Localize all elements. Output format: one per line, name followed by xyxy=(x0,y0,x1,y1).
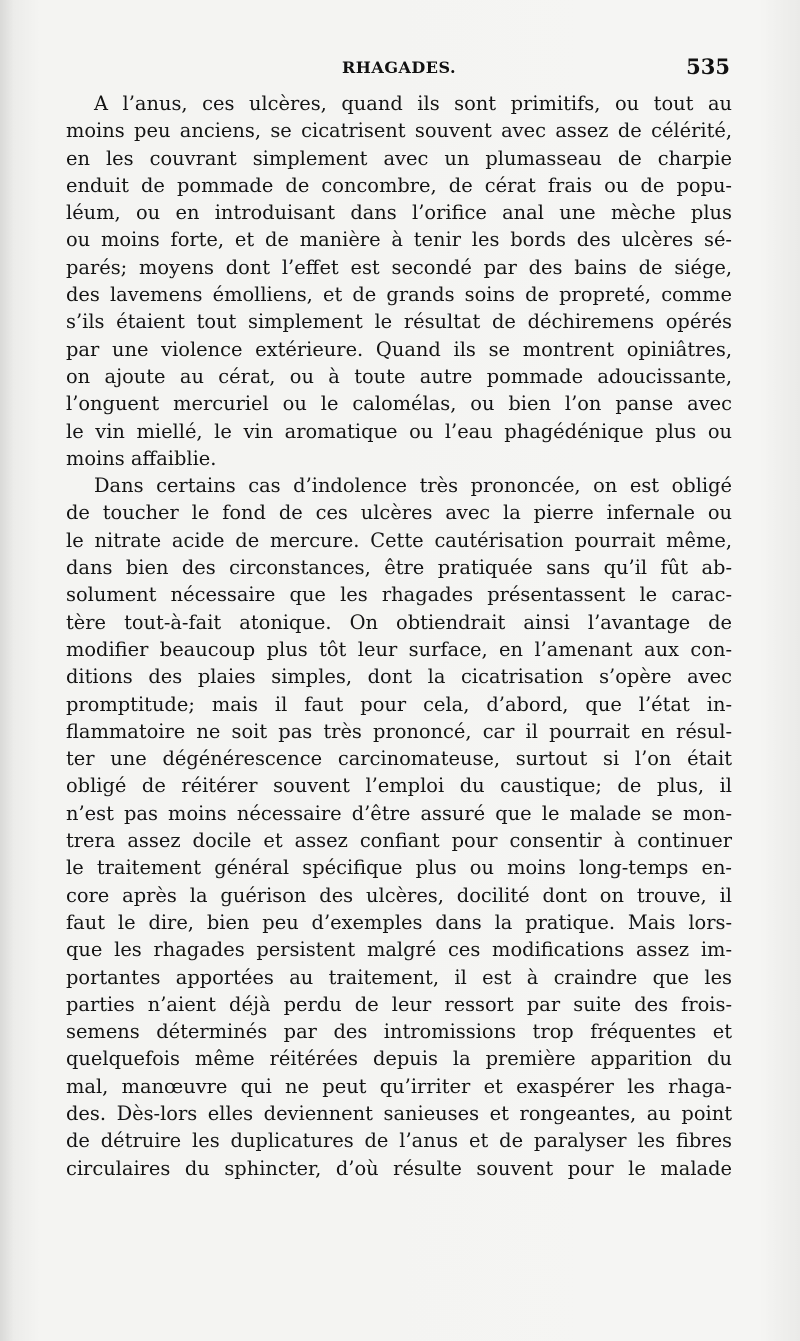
text-line: le traitement général spécifique plus ou moins long-temps en- xyxy=(66,856,732,880)
text-line: léum, ou en introduisant dans l’orifice anal une mèche plus xyxy=(66,201,732,225)
text-line: promptitude; mais il faut pour cela, d’abord, que l’état in- xyxy=(66,692,732,716)
text-line: A l’anus, ces ulcères, quand ils sont primitifs, ou tout au xyxy=(94,92,732,115)
text-line: portantes apportées au traitement, il est à craindre que les xyxy=(66,965,732,989)
text-line: moins affaiblie. xyxy=(66,446,217,470)
paragraph-1 xyxy=(66,90,732,472)
text-line: faut le dire, bien peu d’exemples dans la pratique. Mais lors- xyxy=(66,910,732,934)
paragraph-2 xyxy=(66,472,732,1182)
text-line: core après la guérison des ulcères, docilité dont on trouve, il xyxy=(66,883,732,907)
text-line: enduit de pommade de concombre, de cérat frais ou de popu- xyxy=(66,173,732,197)
text-line: solument nécessaire que les rhagades présentassent le carac- xyxy=(66,583,732,607)
page-number: 535 xyxy=(686,54,730,79)
text-line: ou moins forte, et de manière à tenir les bords des ulcères sé- xyxy=(66,228,732,252)
text-line: en les couvrant simplement avec un plumasseau de charpie xyxy=(66,146,732,170)
page-header xyxy=(66,52,732,84)
text-line: on ajoute au cérat, ou à toute autre pommade adoucissante, xyxy=(66,364,732,388)
running-title: RHAGADES. xyxy=(341,58,457,77)
text-line: semens déterminés par des intromissions trop fréquentes et xyxy=(66,1020,732,1044)
text-line: modifier beaucoup plus tôt leur surface, en l’amenant aux con- xyxy=(66,637,732,661)
text-line: circulaires du sphincter, d’où résulte souvent pour le malade xyxy=(66,1156,732,1180)
text-line: ter une dégénérescence carcinomateuse, surtout si l’on était xyxy=(66,747,732,771)
text-line: le vin miellé, le vin aromatique ou l’eau phagédénique plus ou xyxy=(66,419,732,443)
text-line: des lavemens émolliens, et de grands soins de propreté, comme xyxy=(66,283,732,307)
text-line: parties n’aient déjà perdu de leur ressort par suite des frois- xyxy=(66,992,732,1016)
text-line: trera assez docile et assez confiant pour consentir à continuer xyxy=(66,829,732,853)
text-line: quelquefois même réitérées depuis la première apparition du xyxy=(66,1047,732,1071)
text-line: que les rhagades persistent malgré ces modifications assez im- xyxy=(66,938,732,962)
text-line: parés; moyens dont l’effet est secondé par des bains de siége, xyxy=(66,255,732,279)
text-line: mal, manœuvre qui ne peut qu’irriter et exaspérer les rhaga- xyxy=(66,1074,732,1098)
text-line: des. Dès-lors elles deviennent sanieuses et rongeantes, au point xyxy=(66,1101,732,1125)
text-line: moins peu anciens, se cicatrisent souvent avec assez de célérité, xyxy=(66,119,732,143)
text-line: par une violence extérieure. Quand ils se montrent opiniâtres, xyxy=(66,337,732,361)
text-line: l’onguent mercuriel ou le calomélas, ou bien l’on panse avec xyxy=(66,392,732,416)
text-line: dans bien des circonstances, être pratiquée sans qu’il fût ab- xyxy=(66,556,732,580)
text-line: ditions des plaies simples, dont la cicatrisation s’opère avec xyxy=(66,665,732,689)
text-line: flammatoire ne soit pas très prononcé, car il pourrait en résul- xyxy=(66,719,732,743)
text-line: Dans certains cas d’indolence très prononcée, on est obligé xyxy=(94,474,732,498)
text-line: le nitrate acide de mercure. Cette cautérisation pourrait même, xyxy=(66,528,732,552)
text-line: obligé de réitérer souvent l’emploi du caustique; de plus, il xyxy=(66,774,732,798)
body-text xyxy=(66,90,732,1182)
text-line: de détruire les duplicatures de l’anus et de paralyser les fibres xyxy=(66,1129,732,1153)
text-line: tère tout-à-fait atonique. On obtiendrait ainsi l’avantage de xyxy=(66,610,732,634)
text-line: s’ils étaient tout simplement le résultat de déchiremens opérés xyxy=(66,310,732,334)
text-line: de toucher le fond de ces ulcères avec la pierre infernale ou xyxy=(66,501,732,525)
text-line: n’est pas moins nécessaire d’être assuré que le malade se mon- xyxy=(66,801,732,825)
